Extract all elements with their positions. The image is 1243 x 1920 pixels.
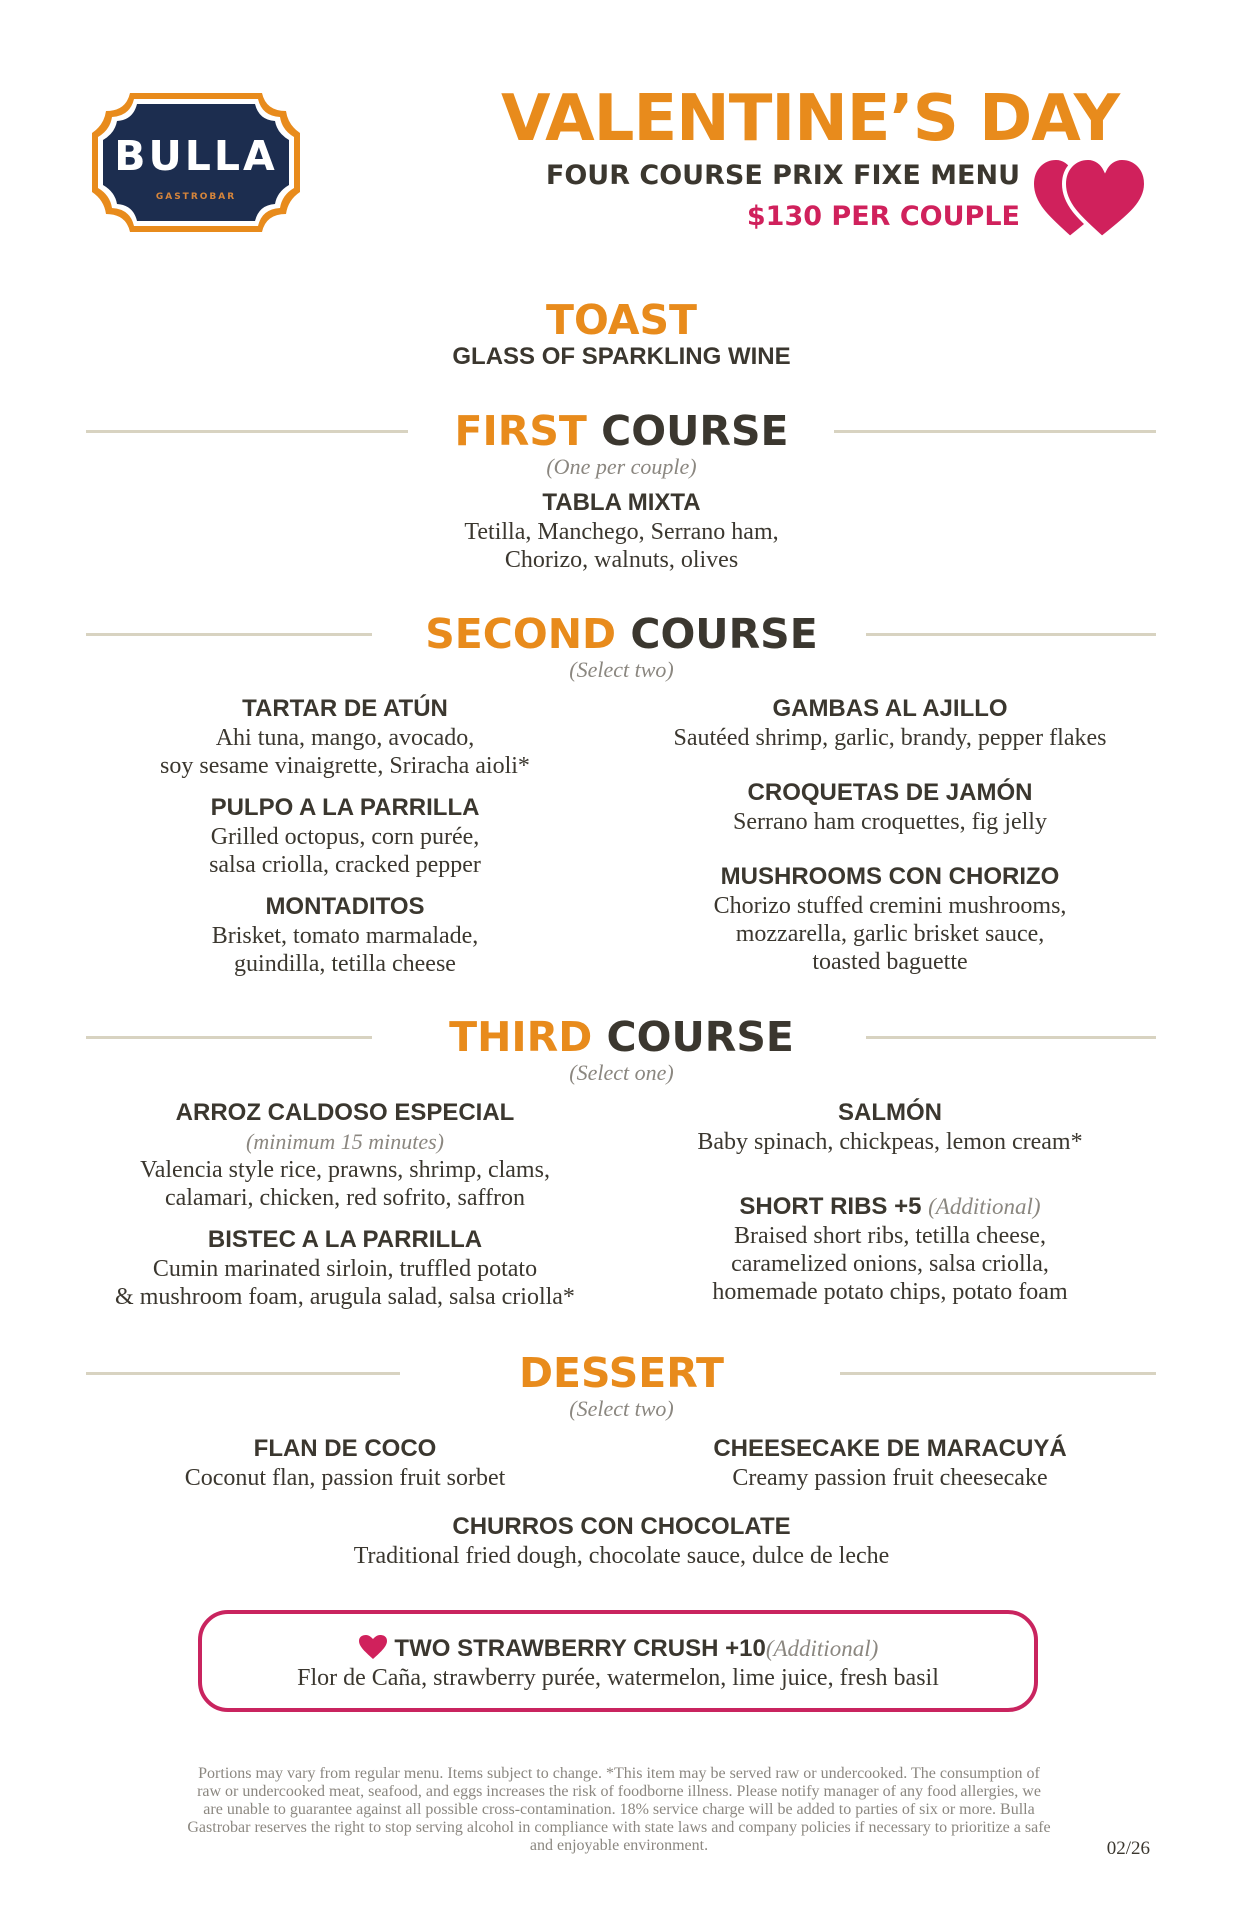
item-note: (minimum 15 minutes) — [246, 1129, 444, 1154]
page-title: VALENTINE’S DAY — [500, 82, 1120, 156]
item-name: MONTADITOS — [265, 893, 425, 920]
item-description: Serrano ham croquettes, fig jelly — [733, 809, 1047, 835]
section-note: (Select two) — [569, 657, 674, 682]
item-description: Braised short ribs, tetilla cheese, — [734, 1223, 1046, 1249]
heart-icon — [358, 1634, 388, 1660]
item-description: guindilla, tetilla cheese — [234, 951, 456, 977]
section-title-dessert: DESSERT — [519, 1349, 724, 1397]
section-note: (Select two) — [569, 1396, 674, 1421]
additional-label: (Additional) — [765, 1636, 879, 1661]
item-name: CHEESECAKE DE MARACUYÁ — [713, 1435, 1067, 1462]
item-description: Baby spinach, chickpeas, lemon cream* — [697, 1129, 1083, 1155]
item-description: Cumin marinated sirloin, truffled potato — [152, 1256, 538, 1282]
menu-item — [85, 694, 605, 780]
item-description: Sautéed shrimp, garlic, brandy, pepper flakes — [673, 725, 1107, 751]
item-name: TABLA MIXTA — [542, 489, 701, 516]
item-name: GAMBAS AL AJILLO — [772, 695, 1008, 722]
section-note: (Select one) — [569, 1060, 674, 1085]
item-description: Brisket, tomato marmalade, — [211, 923, 479, 949]
menu-item — [0, 1512, 1243, 1570]
menu-item — [0, 488, 1243, 574]
promo-item — [198, 1634, 1038, 1692]
item-name: BISTEC A LA PARRILLA — [207, 1226, 483, 1253]
menu-item — [630, 694, 1150, 752]
item-description: Chorizo stuffed cremini mushrooms, — [713, 893, 1067, 919]
item-description: Traditional fried dough, chocolate sauce, dulce de leche — [353, 1543, 890, 1569]
item-name: GLASS OF SPARKLING WINE — [452, 343, 791, 370]
item-name: FLAN DE COCO — [253, 1435, 437, 1462]
item-name: TWO STRAWBERRY CRUSH +10(Additional) — [198, 1634, 1038, 1664]
item-description: calamari, chicken, red sofrito, saffron — [164, 1185, 526, 1211]
item-description: mozzarella, garlic brisket sauce, — [735, 921, 1045, 947]
item-description: salsa criolla, cracked pepper — [209, 852, 481, 878]
additional-label: (Additional) — [928, 1194, 1041, 1219]
menu-item — [85, 892, 605, 978]
item-name: ARROZ CALDOSO ESPECIAL — [175, 1099, 515, 1126]
item-description: Chorizo, walnuts, olives — [504, 547, 739, 573]
item-name: CROQUETAS DE JAMÓN — [747, 779, 1033, 806]
logo-wordmark: BULLA — [114, 132, 278, 180]
price-label: $130 PER COUPLE — [746, 201, 1020, 232]
item-name: TARTAR DE ATÚN — [242, 695, 448, 722]
menu-item — [85, 1434, 605, 1492]
item-description: Creamy passion fruit cheesecake — [732, 1465, 1048, 1491]
item-description: Valencia style rice, prawns, shrimp, clams, — [140, 1157, 550, 1183]
item-description: Grilled octopus, corn purée, — [210, 824, 480, 850]
disclaimer: Portions may vary from regular menu. Items subject to change. *This item may be served raw or undercooked. The consumption of raw or undercooked meat, seafood, and eggs increases the risk of foodborne illness. Please notify manager of any food allergies, we are unable to guarantee against all possible cross-contamination. 18% service charge will be added to parties of six or more. Bulla Gastrobar reserves the right to stop serving alcohol in compliance with state laws and company policies if necessary to prioritize a safe and enjoyable environment. — [187, 1765, 1051, 1854]
menu-item — [85, 1225, 605, 1311]
hearts-icon — [1030, 150, 1148, 240]
section-title-second-course: SECOND COURSE — [425, 610, 818, 658]
item-name: CHURROS CON CHOCOLATE — [452, 1513, 791, 1540]
item-description: homemade potato chips, potato foam — [712, 1279, 1068, 1305]
logo-subtitle: GASTROBAR — [155, 192, 237, 202]
menu-item — [85, 1098, 605, 1212]
menu-item — [630, 778, 1150, 836]
section-note: (One per couple) — [546, 454, 697, 479]
menu-item — [630, 1434, 1150, 1492]
section-title-third-course: THIRD COURSE — [449, 1013, 794, 1061]
item-description: & mushroom foam, arugula salad, salsa criolla* — [115, 1284, 575, 1310]
section-title-first-course: FIRST COURSE — [454, 407, 789, 455]
menu-item — [85, 793, 605, 879]
toast-item — [0, 342, 1243, 372]
menu-item — [630, 1098, 1150, 1156]
item-description: soy sesame vinaigrette, Sriracha aioli* — [160, 753, 530, 779]
item-description: Flor de Caña, strawberry purée, watermelon, lime juice, fresh basil — [297, 1665, 939, 1691]
item-name: SHORT RIBS +5 (Additional) — [739, 1193, 1041, 1220]
item-name: PULPO A LA PARRILLA — [210, 794, 480, 821]
menu-item — [630, 862, 1150, 976]
item-description: Tetilla, Manchego, Serrano ham, — [464, 519, 779, 545]
item-description: Coconut flan, passion fruit sorbet — [184, 1465, 506, 1491]
item-name: MUSHROOMS CON CHORIZO — [720, 863, 1060, 890]
item-description: caramelized onions, salsa criolla, — [731, 1251, 1049, 1277]
item-name: SALMÓN — [838, 1099, 942, 1126]
item-description: toasted baguette — [812, 949, 968, 975]
section-title-toast: TOAST — [546, 296, 697, 344]
page-subtitle: FOUR COURSE PRIX FIXE MENU — [545, 160, 1020, 191]
item-description: Ahi tuna, mango, avocado, — [215, 725, 475, 751]
menu-code: 02/26 — [1106, 1838, 1150, 1859]
menu-item — [630, 1192, 1150, 1306]
